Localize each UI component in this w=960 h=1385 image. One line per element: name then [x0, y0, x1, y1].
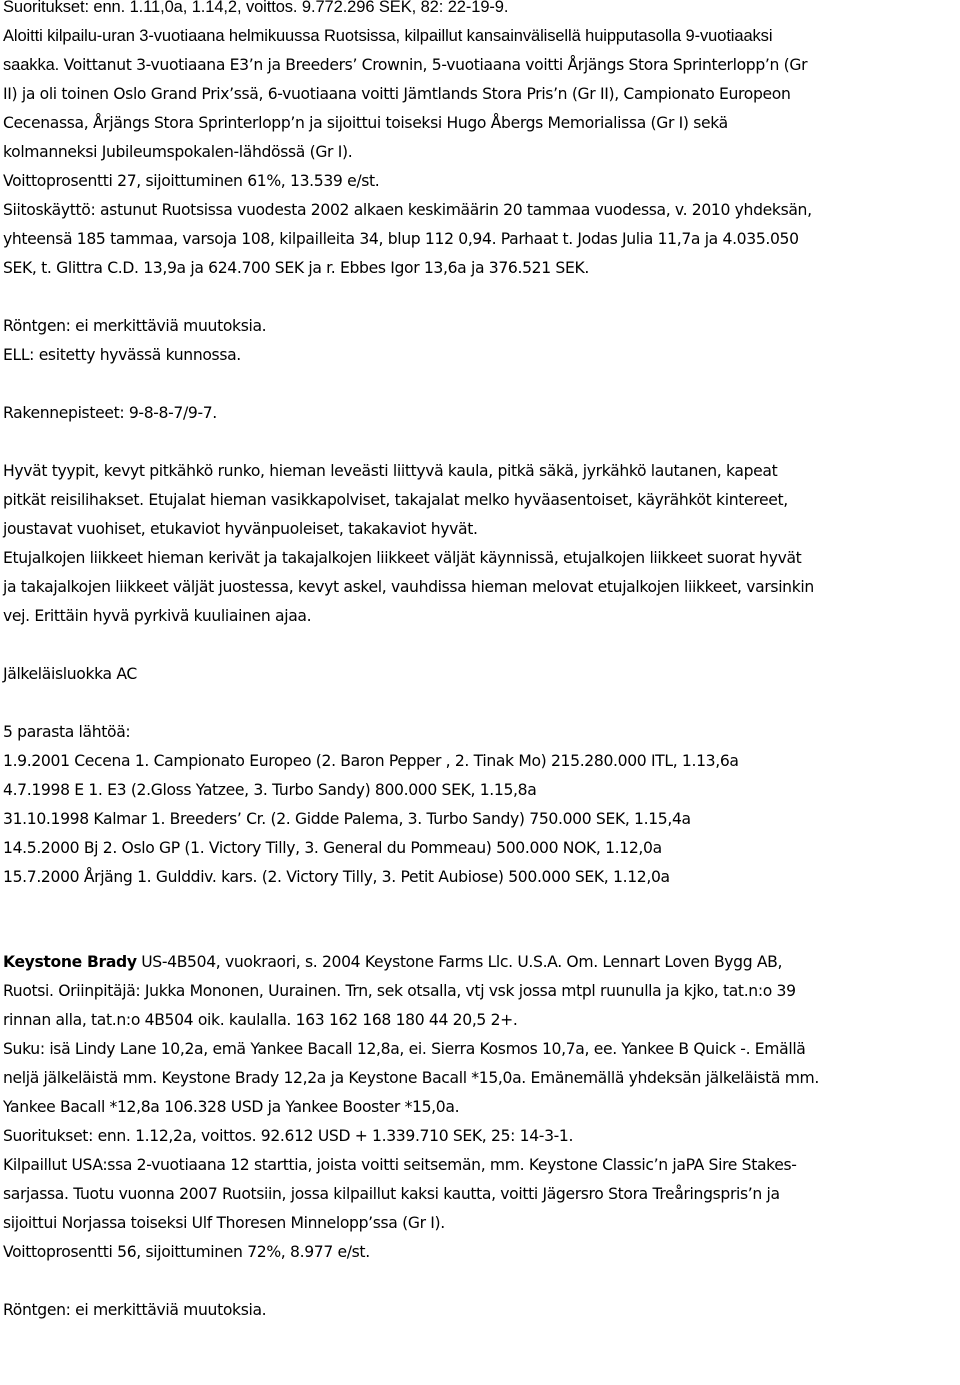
- win-percentage-line: Voittoprosentti 27, sijoittuminen 61%, 13.539 e/st.: [3, 172, 380, 190]
- start-row: 15.7.2000 Årjäng 1. Gulddiv. kars. (2. Victory Tilly, 3. Petit Aubiose) 500.000 SEK, 1.12,0a: [3, 868, 670, 886]
- spacer: [3, 689, 958, 718]
- win-percentage-line: Voittoprosentti 56, sijoittuminen 72%, 8.977 e/st.: [3, 1243, 370, 1261]
- stallion-header-line: Keystone Brady US-4B504, vuokraori, s. 2004 Keystone Farms Llc. U.S.A. Om. Lennart Loven Bygg AB,: [3, 953, 783, 971]
- progeny-class: Jälkeläisluokka AC: [3, 665, 137, 683]
- spacer: [3, 631, 958, 660]
- pedigree-line: neljä jälkeläistä mm. Keystone Brady 12,2a ja Keystone Bacall *15,0a. Emänemällä yhdeksän jälkeläistä mm.: [3, 1069, 819, 1087]
- performance-line: Suoritukset: enn. 1.11,0a, 1.14,2, voittos. 9.772.296 SEK, 82: 22-19-9.: [3, 0, 509, 16]
- start-row: 1.9.2001 Cecena 1. Campionato Europeo (2. Baron Pepper , 2. Tinak Mo) 215.280.000 ITL, 1.13,6a: [3, 752, 739, 770]
- career-line: Cecenassa, Årjängs Stora Sprinterlopp’n ja sijoittui toiseksi Hugo Åbergs Memorialissa (Gr I) sekä: [3, 114, 728, 132]
- stallion-line: rinnan alla, tat.n:o 4B504 oik. kaulalla. 163 162 168 180 44 20,5 2+.: [3, 1011, 518, 1029]
- start-row: 31.10.1998 Kalmar 1. Breeders’ Cr. (2. Gidde Palema, 3. Turbo Sandy) 750.000 SEK, 1.15,4a: [3, 810, 691, 828]
- description-line: vej. Erittäin hyvä pyrkivä kuuliainen ajaa.: [3, 607, 312, 625]
- breeding-use-line: SEK, t. Glittra C.D. 13,9a ja 624.700 SEK ja r. Ebbes Igor 13,6a ja 376.521 SEK.: [3, 259, 589, 277]
- description-line: pitkät reisilihakset. Etujalat hieman vasikkapolviset, takajalat melko hyväasentoiset, käyrähköt kintereet,: [3, 491, 788, 509]
- best-starts-heading: 5 parasta lähtöä:: [3, 723, 131, 741]
- health-section: [3, 312, 958, 370]
- career-line: sarjassa. Tuotu vuonna 2007 Ruotsiin, jossa kilpaillut kaksi kautta, voitti Jägersro Stora Treåringspris’n ja: [3, 1185, 780, 1203]
- breeding-use-line: Siitoskäyttö: astunut Ruotsissa vuodesta 2002 alkaen keskimäärin 20 tammaa vuodessa, v. 2010 yhdeksän,: [3, 201, 812, 219]
- career-line: kolmanneksi Jubileumspokalen-lähdössä (Gr I).: [3, 143, 353, 161]
- career-line: Aloitti kilpailu-uran 3-vuotiaana helmikuussa Ruotsissa, kilpaillut kansainvälisellä huipputasolla 9-vuotiaaksi: [3, 27, 773, 45]
- spacer: [3, 1267, 958, 1296]
- best-starts-section: [3, 718, 958, 892]
- stallion-name: Keystone Brady: [3, 953, 137, 971]
- description-line: Etujalkojen liikkeet hieman kerivät ja takajalkojen liikkeet väljät käynnissä, etujalkojen liikkeet suorat hyvät: [3, 549, 802, 567]
- document-page: [3, 0, 958, 1325]
- ell-line: ELL: esitetty hyvässä kunnossa.: [3, 346, 241, 364]
- description-line: joustavat vuohiset, etukaviot hyvänpuoleiset, takakaviot hyvät.: [3, 520, 478, 538]
- intro-section: [3, 0, 958, 283]
- career-line: sijoittui Norjassa toiseksi Ulf Thoresen Minnelopp’ssa (Gr I).: [3, 1214, 445, 1232]
- career-line-continued: saakka. Voittanut 3-vuotiaana E3’n ja Breeders’ Crownin, 5-vuotiaana voitti Årjängs Stora Sprinterlopp’n (Gr: [3, 56, 808, 74]
- spacer: [3, 370, 958, 399]
- pedigree-line: Suku: isä Lindy Lane 10,2a, emä Yankee Bacall 12,8a, ei. Sierra Kosmos 10,7a, ee. Yankee B Quick -. Emällä: [3, 1040, 806, 1058]
- breeding-use-line: yhteensä 185 tammaa, varsoja 108, kilpailleita 34, blup 112 0,94. Parhaat t. Jodas Julia 11,7a ja 4.035.050: [3, 230, 799, 248]
- start-row: 4.7.1998 E 1. E3 (2.Gloss Yatzee, 3. Turbo Sandy) 800.000 SEK, 1.15,8a: [3, 781, 537, 799]
- pedigree-line: Yankee Bacall *12,8a 106.328 USD ja Yankee Booster *15,0a.: [3, 1098, 460, 1116]
- xray-line: Röntgen: ei merkittäviä muutoksia.: [3, 1301, 267, 1319]
- xray-line: Röntgen: ei merkittäviä muutoksia.: [3, 317, 267, 335]
- start-row: 14.5.2000 Bj 2. Oslo GP (1. Victory Tilly, 3. General du Pommeau) 500.000 NOK, 1.12,0a: [3, 839, 662, 857]
- career-line: Kilpaillut USA:ssa 2-vuotiaana 12 starttia, joista voitti seitsemän, mm. Keystone Classic’n jaPA Sire Stakes-: [3, 1156, 797, 1174]
- stallion-section: [3, 948, 958, 1325]
- career-line: II) ja oli toinen Oslo Grand Prix’ssä, 6-vuotiaana voitti Jämtlands Stora Pris’n (Gr II), Campionato Europeon: [3, 85, 791, 103]
- spacer: [3, 428, 958, 457]
- description-line: Hyvät tyypit, kevyt pitkähkö runko, hieman leveästi liittyvä kaula, pitkä säkä, jyrkähkö lautanen, kapeat: [3, 462, 778, 480]
- spacer: [3, 892, 958, 948]
- structure-points: Rakennepisteet: 9-8-8-7/9-7.: [3, 404, 217, 422]
- description-line: ja takajalkojen liikkeet väljät juostessa, kevyt askel, vauhdissa hieman melovat etujalkojen liikkeet, varsinkin: [3, 578, 814, 596]
- spacer: [3, 283, 958, 312]
- performance-line: Suoritukset: enn. 1.12,2a, voittos. 92.612 USD + 1.339.710 SEK, 25: 14-3-1.: [3, 1127, 574, 1145]
- description-section: [3, 457, 958, 631]
- stallion-line: Ruotsi. Oriinpitäjä: Jukka Mononen, Uurainen. Trn, sek otsalla, vtj vsk jossa mtpl ruunulla ja kjko, tat.n:o 39: [3, 982, 796, 1000]
